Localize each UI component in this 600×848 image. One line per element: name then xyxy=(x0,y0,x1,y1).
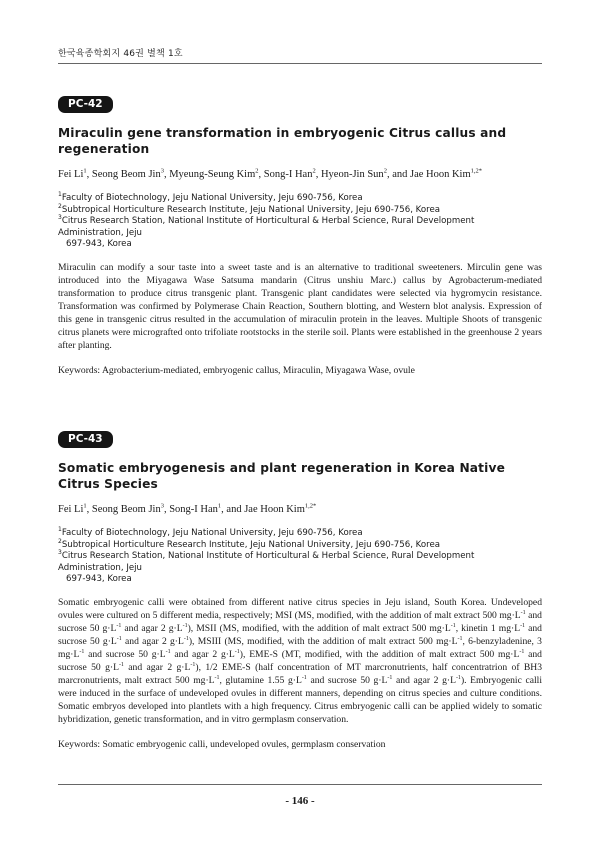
author-affiliation-mark: 1 xyxy=(83,167,87,175)
author-affiliation-mark: 1 xyxy=(217,502,222,510)
abstract-body: Somatic embryogenic calli were obtained from different native citrus species in Jeju island, South Korea. Undeveloped ovules were cultured on 5 different media, respectively; MSI (MS, modified, with the addition of malt extract 500 $mg\cdot L^{-1}$ and sucrose 50 $g\cdot L^{-1}$ and agar 2 $g\cdot L^{-1}$), MSII (MS, modified, with the addition of malt extract 500 $mg\cdot L^{-1}$, kinetin 1 $mg\cdot L^{-1}$ and sucrose 50 $g\cdot L^{-1}$ and agar 2 $g\cdot L^{-1}$), MSIII (MS, modified, with the addition of malt extract 500 $mg\cdot L^{-1}$, 6-benzyladenine, 3 $mg\cdot L^{-1}$ and sucrose 50 $g\cdot L^{-1}$ and agar 2 $g\cdot L^{-1}$), EME-S (MT, modified, with the addition of malt extract 500 $mg\cdot L^{-1}$ and sucrose 50 $g\cdot L^{-1}$ and agar 2 $g\cdot L^{-1}$), 1/2 EME-S (half concentration of MT marcronutrients, half concentratrion of BH3 marcronutrients, malt extract 500 $mg\cdot L^{-1}$, glutamine 1.55 $g\cdot L^{-1}$ and sucrose 50 $g\cdot L^{-1}$ and agar 2 $g\cdot L^{-1}$). Embryogenic calli were induced in the surface of undeveloped ovules in different manners, depending on citrus species and culture conditions. Somatic embryos developed into plantlets with a high frequency. Citrus embryogenic calli can be applied widely to somatic hybridization, genetic transformation, and in vitro germplasm conservation. xyxy=(58,596,543,725)
abstract-title: Miraculin gene transformation in embryogenic Citrus callus and regeneration xyxy=(58,126,507,156)
author-name: Myeung-Seung Kim xyxy=(169,169,256,180)
author-name: Jae Hoon Kim xyxy=(244,504,305,515)
author-name: Fei Li xyxy=(58,504,84,515)
author-name: Song-I Han xyxy=(169,504,218,515)
page-number: - 146 - xyxy=(285,795,315,807)
author-affiliation-mark: 3 xyxy=(160,502,164,510)
running-header: 한국육종학회지 46권 별책 1호 xyxy=(58,49,183,59)
footer-rule xyxy=(58,784,542,785)
abstract-code-badge: PC-42 xyxy=(58,96,113,113)
author-name: Song-I Han xyxy=(263,169,313,180)
abstract-title: Somatic embryogenesis and plant regeneration in Korea Native Citrus Species xyxy=(58,461,505,491)
author-affiliation-mark: 1,2* xyxy=(304,502,317,510)
author-name: Seong Beom Jin xyxy=(91,504,161,515)
affiliation: $^2$Subtropical Horticulture Research Institute, Jeju National University, Jeju 690-756, Korea xyxy=(58,202,441,215)
author-affiliation-mark: 1 xyxy=(83,502,87,510)
author-affiliation-mark: 3 xyxy=(160,167,164,175)
author-list: Fei Li$^1$, Seong Beom Jin$^3$, Song-I Han$^1$, and Jae Hoon Kim$^{1,2*}$ xyxy=(58,502,317,515)
affiliation: $^1$Faculty of Biotechnology, Jeju National University, Jeju 690-756, Korea xyxy=(58,191,363,203)
author-name: Hyeon-Jin Sun xyxy=(320,169,384,180)
affiliation-continuation: 697-943, Korea xyxy=(66,239,132,249)
author-name: Jae Hoon Kim xyxy=(409,169,471,180)
author-name: Fei Li xyxy=(58,169,84,180)
author-affiliation-mark: 2 xyxy=(255,167,259,175)
abstract-body: Miraculin can modify a sour taste into a sweet taste and is an alternative to traditional sweeteners. Mirculin gene was introduced into the Miyagawa Wase Satsuma mandarin (Citrus unshiu Marc.) callus by Agrobacterum-mediated transformation to produce citrus transgenic plant. Transgenic plant candidates were selected via hygromycin resistance. Transformation was confirmed by Polymerase Chain Reaction, Southern blotting, and Western blot analysis. Expression of this gene in transgenic citrus resulted in the accumulation of miraculin protein in the leaves. Multiple Shoots of transgenic citrus planets were micrografted onto trifoliate rootstocks in the sterile soil. Plants were established in the greenhouse 2 years after planting. xyxy=(58,261,542,351)
abstract-code-badge: PC-43 xyxy=(58,431,113,448)
author-affiliation-mark: 1,2* xyxy=(470,167,483,175)
abstract-pc-42 xyxy=(58,94,542,377)
author-list: Fei Li$^1$, Seong Beom Jin$^3$, Myeung-Seung Kim$^2$, Song-I Han$^2$, Hyeon-Jin Sun$^2$, and Jae Hoon Kim$^{1,2*}$ xyxy=(58,167,483,180)
affiliation: $^3$Citrus Research Station, National Institute of Horticultural & Herbal Science, Rural Development Administration, Jeju xyxy=(58,214,475,238)
affiliation: $^1$Faculty of Biotechnology, Jeju National University, Jeju 690-756, Korea xyxy=(58,526,363,538)
affiliation-continuation: 697-943, Korea xyxy=(66,574,132,584)
author-affiliation-mark: 2 xyxy=(383,167,387,175)
header-rule xyxy=(58,63,542,64)
abstract-pc-43 xyxy=(58,429,542,751)
affiliation-list xyxy=(58,193,542,251)
keywords: Keywords: Somatic embryogenic calli, undeveloped ovules, germplasm conservation xyxy=(58,738,386,750)
author-affiliation-mark: 2 xyxy=(312,167,316,175)
author-name: Seong Beom Jin xyxy=(91,169,161,180)
affiliation: $^2$Subtropical Horticulture Research Institute, Jeju National University, Jeju 690-756, Korea xyxy=(58,537,441,550)
affiliation: $^3$Citrus Research Station, National Institute of Horticultural & Herbal Science, Rural Development Administration, Jeju xyxy=(58,549,475,573)
affiliation-list xyxy=(58,528,542,586)
keywords: Keywords: Agrobacterium-mediated, embryogenic callus, Miraculin, Miyagawa Wase, ovule xyxy=(58,364,415,376)
